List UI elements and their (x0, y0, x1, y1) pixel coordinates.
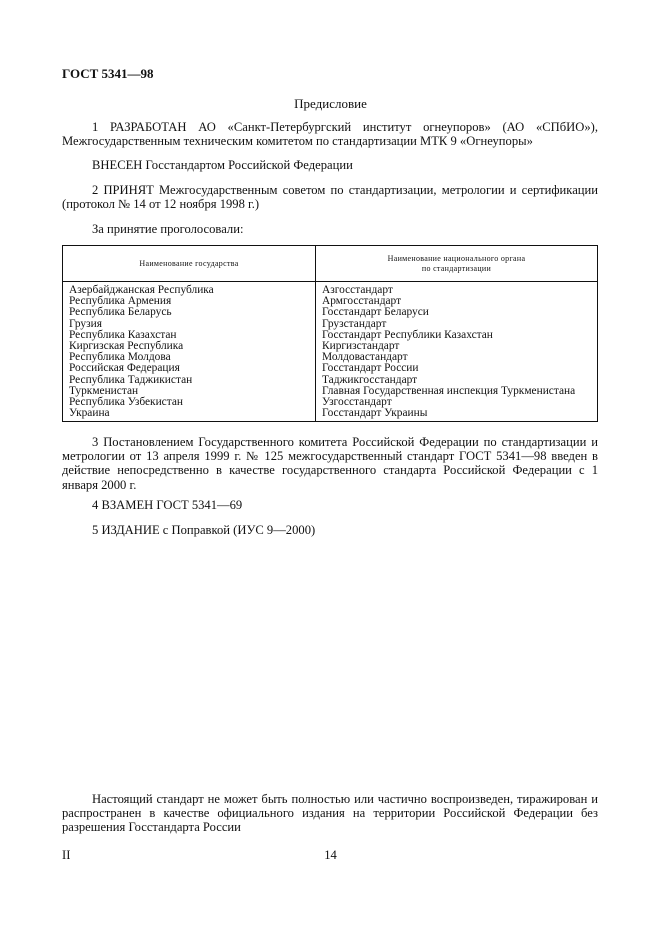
page-number: 14 (324, 848, 337, 862)
introduced-by: ВНЕСЕН Госстандартом Российской Федерации (92, 158, 353, 172)
standards-body-name: Армгосстандарт (316, 296, 598, 307)
table-row (63, 363, 598, 374)
standards-body-name: Госстандарт России (316, 363, 598, 374)
state-name: Республика Молдова (63, 352, 316, 363)
table-row (63, 408, 598, 422)
col-body-header-line1: Наименование национального органа (387, 253, 526, 263)
standards-body-name: Киргизстандарт (316, 341, 598, 352)
document-code: ГОСТ 5341—98 (62, 66, 154, 81)
section-4-replaces: 4 ВЗАМЕН ГОСТ 5341—69 (92, 498, 243, 512)
section-3-text: 3 Постановлением Государственного комитета Российской Федерации по стандартизации и метрологии от 13 апреля 1999 г. № 125 межгосударственный стандарт ГОСТ 5341—98 введен в действие непосредственно в качестве государственного стандарта Российской Федерации с 1 января 2000 г. (62, 435, 598, 492)
standards-body-name: Грузстандарт (316, 319, 598, 330)
state-name: Азербайджанская Республика (63, 282, 316, 297)
col-body-header-line2: по стандартизации (421, 263, 492, 273)
vote-label: За принятие проголосовали: (92, 222, 244, 236)
preface-title: Предисловие (294, 96, 367, 111)
table-row (63, 307, 598, 318)
roman-page-marker: II (62, 848, 71, 862)
state-name: Российская Федерация (63, 363, 316, 374)
state-name: Республика Таджикистан (63, 375, 316, 386)
state-name: Украина (63, 408, 316, 422)
section-2-adopted-by (62, 183, 598, 211)
vote-table-header (63, 246, 598, 282)
state-name: Республика Армения (63, 296, 316, 307)
state-name: Республика Казахстан (63, 330, 316, 341)
section-1-text: 1 РАЗРАБОТАН АО «Санкт-Петербургский институт огнеупоров» (АО «СПбИО»), Межгосударственным техническим комитетом по стандартизации МТК 9 «Огнеупоры» (62, 120, 598, 149)
state-name: Республика Беларусь (63, 307, 316, 318)
standards-body-name: Главная Государственная инспекция Туркменистана (316, 386, 598, 397)
section-2-text: 2 ПРИНЯТ Межгосударственным советом по стандартизации, метрологии и сертификации (протокол № 14 от 12 ноября 1998 г.) (62, 183, 598, 212)
standards-body-name: Азгосстандарт (316, 282, 598, 297)
standards-body-name: Госстандарт Украины (316, 408, 598, 422)
state-name: Грузия (63, 319, 316, 330)
vote-table-body (63, 282, 598, 422)
standards-body-name: Госстандарт Беларуси (316, 307, 598, 318)
section-5-edition: 5 ИЗДАНИЕ с Поправкой (ИУС 9—2000) (92, 523, 316, 537)
section-3-enacted (62, 435, 598, 492)
standards-body-name: Узгосстандарт (316, 397, 598, 408)
col-body-header (316, 246, 598, 282)
vote-table (62, 245, 598, 422)
section-1-developed-by (62, 120, 598, 148)
copyright-notice (62, 792, 598, 835)
col-state-header: Наименование государства (63, 246, 316, 282)
state-name: Туркменистан (63, 386, 316, 397)
state-name: Киргизская Республика (63, 341, 316, 352)
table-row (63, 282, 598, 297)
standards-body-name: Молдовастандарт (316, 352, 598, 363)
copyright-notice-text: Настоящий стандарт не может быть полностью или частично воспроизведен, тиражирован и распространен в качестве официального издания на территории Российской Федерации без разрешения Госстандарта России (62, 792, 598, 835)
standards-body-name: Госстандарт Республики Казахстан (316, 330, 598, 341)
state-name: Республика Узбекистан (63, 397, 316, 408)
standards-body-name: Таджикгосстандарт (316, 375, 598, 386)
